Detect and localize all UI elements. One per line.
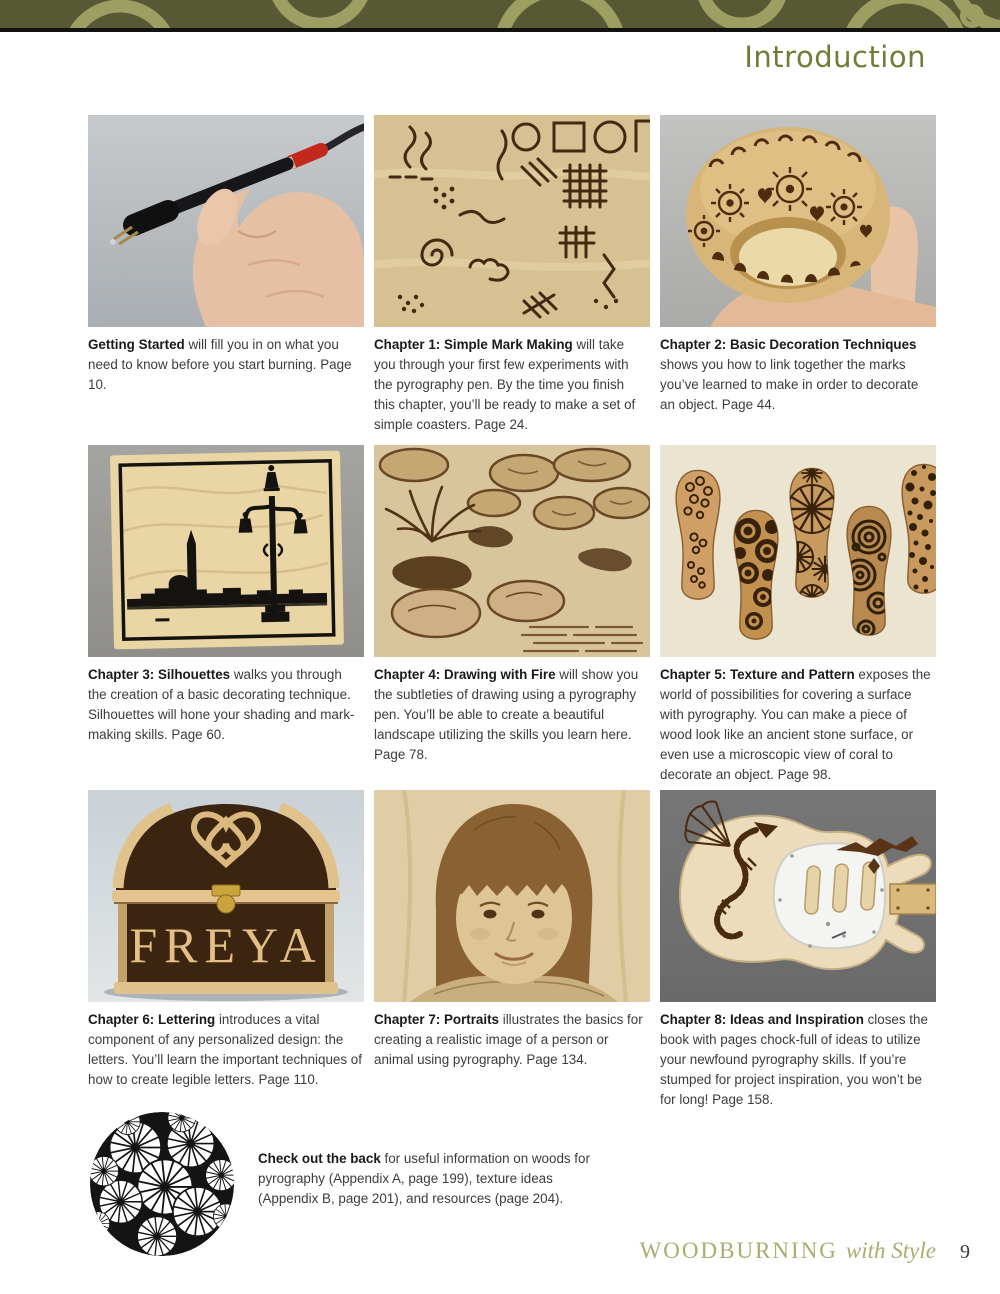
swirl-pattern-icon (0, 0, 1000, 28)
photo-freya-lettered-chest (88, 790, 364, 1002)
book-subtitle: with Style (845, 1238, 936, 1263)
caption (88, 1010, 362, 1090)
photo-child-portrait-on-wood (374, 790, 650, 1002)
caption (88, 665, 362, 745)
caption-lead: Chapter 6: Lettering (88, 1012, 216, 1027)
caption-text: exposes the world of possibilities for covering a surface with pyrography. You can make a piece of wood look like an ancient stone surface, or even use a microscopic view of coral to decorate an object. Page 98. (660, 667, 931, 782)
caption-text: introduces a vital component of any personalized design: the letters. You’ll learn the important techniques of how to create legible letters. Page 110. (88, 1012, 362, 1087)
caption-lead: Chapter 8: Ideas and Inspiration (660, 1012, 864, 1027)
decorative-swirl-band (0, 0, 1000, 28)
chapter-card-getting-started (88, 115, 364, 445)
caption-text: walks you through the creation of a basic decorating technique. Silhouettes will hone your shading and mark-making skills. Page 60. (88, 667, 355, 742)
caption (374, 665, 648, 765)
photo-hand-holding-pyrography-pen (88, 115, 364, 327)
back-note-lead: Check out the back (258, 1151, 381, 1166)
chapter-card-4 (374, 445, 650, 790)
caption-text: illustrates the basics for creating a realistic image of a person or animal using pyrography. Page 134. (374, 1012, 643, 1067)
back-note-body: for useful information on woods for pyrography (Appendix A, page 199), texture ideas (Appendix B, page 201), and resources (page 204). (258, 1151, 590, 1206)
back-note-text (258, 1149, 600, 1209)
caption-lead: Chapter 2: Basic Decoration Techniques (660, 337, 917, 352)
chapter-card-1 (374, 115, 650, 445)
caption-text: will take you through your first few experiments with the pyrography pen. By the time you finish this chapter, you’ll be ready to make a set of simple coasters. Page 24. (374, 337, 636, 432)
caption-text: closes the book with pages chock-full of ideas to utilize your newfound pyrography skills. If you’re stumped for project inspiration, you won’t be for long! Page 158. (660, 1012, 928, 1107)
back-note (88, 1110, 848, 1258)
caption-text: shows you how to link together the marks you’ve learned to make in order to decorate an object. Page 44. (660, 357, 919, 412)
photo-venice-silhouette-plaque (88, 445, 364, 657)
page-footer (640, 1238, 970, 1264)
photo-burned-landscape-drawing (374, 445, 650, 657)
caption (374, 1010, 648, 1070)
caption-lead: Getting Started (88, 337, 185, 352)
photo-guitar-body-dragon-pyrography (660, 790, 936, 1002)
fan-wheel-pattern-drawing (88, 1110, 236, 1258)
page-title: Introduction (744, 40, 926, 74)
photo-five-patterned-sole-shapes (660, 445, 936, 657)
caption (660, 335, 934, 415)
chapter-card-3 (88, 445, 364, 790)
chapter-grid (88, 115, 936, 1108)
caption-text: will fill you in on what you need to know before you start burning. Page 10. (88, 337, 352, 392)
chapter-card-2 (660, 115, 936, 445)
photo-wood-panel-practice-marks (374, 115, 650, 327)
caption-lead: Chapter 4: Drawing with Fire (374, 667, 556, 682)
page-number: 9 (960, 1241, 970, 1263)
caption (88, 335, 362, 395)
caption (374, 335, 648, 435)
photo-hand-holding-decorated-wooden-ring (660, 115, 936, 327)
chapter-card-8 (660, 790, 936, 1108)
caption (660, 665, 934, 785)
caption-lead: Chapter 3: Silhouettes (88, 667, 231, 682)
chapter-card-5 (660, 445, 936, 790)
caption-text: will show you the subtleties of drawing using a pyrography pen. You’ll be able to create a beautiful landscape utilizing the skills you learn here. Page 78. (374, 667, 639, 762)
header-divider (0, 28, 1000, 32)
caption-lead: Chapter 5: Texture and Pattern (660, 667, 855, 682)
chapter-card-6 (88, 790, 364, 1108)
svg-text:FREYA: FREYA (129, 917, 323, 973)
chapter-card-7 (374, 790, 650, 1108)
caption-lead: Chapter 1: Simple Mark Making (374, 337, 573, 352)
caption (660, 1010, 934, 1110)
page-header (0, 0, 1000, 76)
caption-lead: Chapter 7: Portraits (374, 1012, 500, 1027)
book-title: WOODBURNING (639, 1238, 838, 1263)
